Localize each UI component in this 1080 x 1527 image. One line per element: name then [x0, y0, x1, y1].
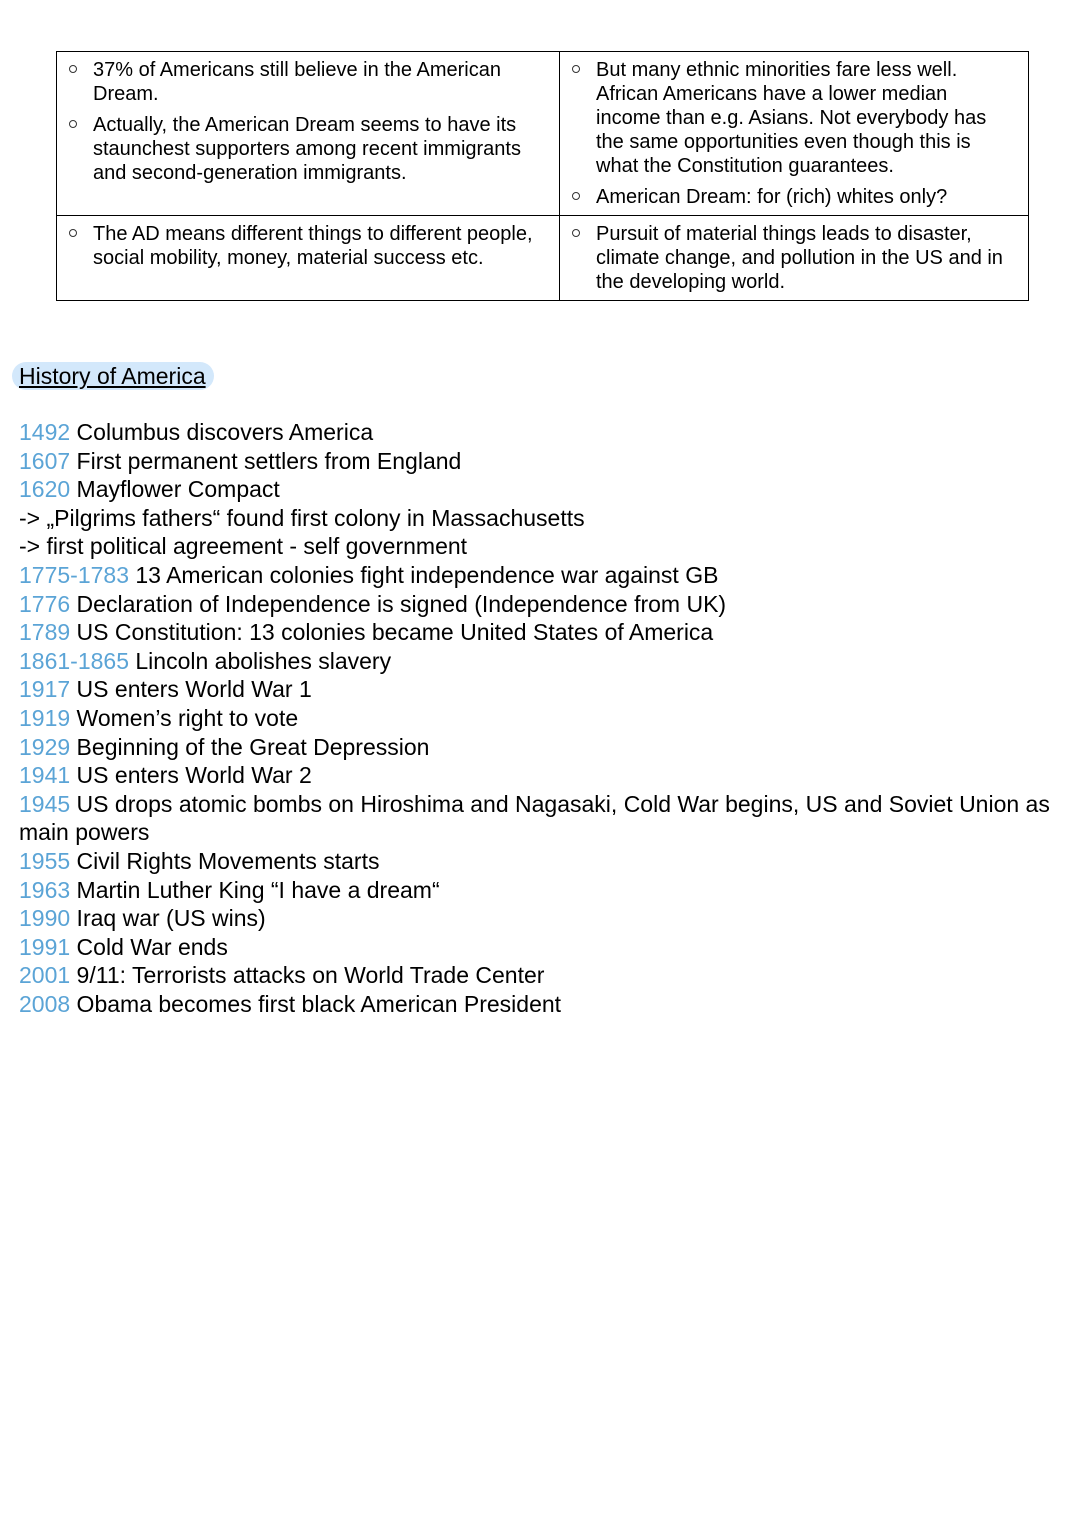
timeline-date: 1955: [19, 847, 71, 874]
timeline-entry: [19, 447, 1069, 476]
timeline-text: -> „Pilgrims fathers“ found first colony in Massachusetts: [19, 504, 585, 531]
timeline-entry: [19, 590, 1069, 619]
timeline-text: Mayflower Compact: [70, 476, 280, 503]
timeline-text: US enters World War 1: [70, 676, 312, 703]
table-cell-left: [57, 216, 560, 301]
timeline-text: 9/11: Terrorists attacks on World Trade Center: [70, 962, 545, 989]
timeline-date: 1607: [19, 447, 71, 474]
bullet-list: [67, 222, 547, 270]
timeline-entry: [19, 961, 1069, 990]
list-item: [570, 185, 1016, 209]
list-item-text: Actually, the American Dream seems to have its staunchest supporters among recent immigrants and second-generation immigrants.: [93, 114, 521, 184]
timeline-date: 1991: [19, 933, 71, 960]
timeline-text: Obama becomes first black American President: [70, 990, 562, 1017]
table-cell-right: [560, 216, 1029, 301]
timeline-date: 1919: [19, 704, 71, 731]
timeline-entry: [19, 504, 1069, 533]
timeline-date: 2008: [19, 990, 71, 1017]
timeline-entry: [19, 933, 1069, 962]
history-timeline: [19, 418, 1069, 1018]
list-item-text: But many ethnic minorities fare less well. African Americans have a lower median income than e.g. Asians. Not everybody has the same opportunities even though this is what the Constitution guarantees.: [596, 59, 987, 177]
timeline-date: 1776: [19, 590, 71, 617]
table-row: [57, 52, 1029, 216]
circle-bullet-icon: [69, 120, 77, 128]
list-item: [67, 58, 547, 106]
circle-bullet-icon: [572, 192, 580, 200]
list-item-text: Pursuit of material things leads to disaster, climate change, and pollution in the US and in the developing world.: [596, 223, 1003, 293]
timeline-date: 1620: [19, 476, 71, 503]
timeline-text: US drops atomic bombs on Hiroshima and Nagasaki, Cold War begins, US and Soviet Union as main powers: [19, 790, 1050, 846]
timeline-text: Iraq war (US wins): [70, 905, 266, 932]
timeline-entry: [19, 418, 1069, 447]
timeline-entry: [19, 990, 1069, 1019]
timeline-text: -> first political agreement - self government: [19, 533, 468, 560]
timeline-text: Beginning of the Great Depression: [70, 733, 430, 760]
timeline-date: 1917: [19, 676, 71, 703]
timeline-text: Declaration of Independence is signed (Independence from UK): [70, 590, 727, 617]
bullet-list: [67, 58, 547, 185]
timeline-text: US enters World War 2: [70, 762, 312, 789]
timeline-entry: [19, 618, 1069, 647]
timeline-text: Martin Luther King “I have a dream“: [70, 876, 440, 903]
list-item-text: 37% of Americans still believe in the American Dream.: [93, 59, 501, 105]
timeline-entry: [19, 675, 1069, 704]
timeline-date: 1789: [19, 619, 71, 646]
timeline-entry: [19, 790, 1069, 847]
list-item-text: American Dream: for (rich) whites only?: [596, 186, 948, 208]
timeline-date: 1775-1783: [19, 561, 129, 588]
timeline-text: Civil Rights Movements starts: [70, 847, 380, 874]
bullet-list: [570, 222, 1016, 294]
timeline-entry: [19, 761, 1069, 790]
timeline-text: Cold War ends: [70, 933, 228, 960]
timeline-entry: [19, 561, 1069, 590]
timeline-entry: [19, 647, 1069, 676]
timeline-entry: [19, 904, 1069, 933]
circle-bullet-icon: [69, 229, 77, 237]
list-item: [67, 113, 547, 185]
timeline-entry: [19, 704, 1069, 733]
timeline-text: Lincoln abolishes slavery: [129, 647, 392, 674]
timeline-date: 1492: [19, 419, 71, 445]
timeline-text: US Constitution: 13 colonies became United States of America: [70, 619, 714, 646]
timeline-text: 13 American colonies fight independence war against GB: [129, 561, 719, 588]
timeline-date: 1963: [19, 876, 71, 903]
circle-bullet-icon: [572, 65, 580, 73]
timeline-date: 2001: [19, 962, 71, 989]
timeline-entry: [19, 847, 1069, 876]
timeline-text: Columbus discovers America: [70, 419, 374, 445]
list-item: [67, 222, 547, 270]
pro-contra-table: [56, 51, 1029, 301]
timeline-date: 1990: [19, 905, 71, 932]
list-item: [570, 58, 1016, 178]
timeline-date: 1945: [19, 790, 71, 817]
list-item-text: The AD means different things to different people, social mobility, money, material success etc.: [93, 223, 533, 269]
timeline-entry: [19, 475, 1069, 504]
timeline-text: First permanent settlers from England: [70, 447, 462, 474]
list-item: [570, 222, 1016, 294]
timeline-entry: [19, 876, 1069, 905]
table-cell-right: [560, 52, 1029, 216]
table-row: [57, 216, 1029, 301]
timeline-date: 1861-1865: [19, 647, 129, 674]
timeline-date: 1941: [19, 762, 71, 789]
table-cell-left: [57, 52, 560, 216]
timeline-entry: [19, 532, 1069, 561]
timeline-entry: [19, 733, 1069, 762]
timeline-text: Women’s right to vote: [70, 704, 299, 731]
section-heading: History of America: [12, 362, 214, 390]
bullet-list: [570, 58, 1016, 209]
circle-bullet-icon: [572, 229, 580, 237]
timeline-date: 1929: [19, 733, 71, 760]
circle-bullet-icon: [69, 65, 77, 73]
